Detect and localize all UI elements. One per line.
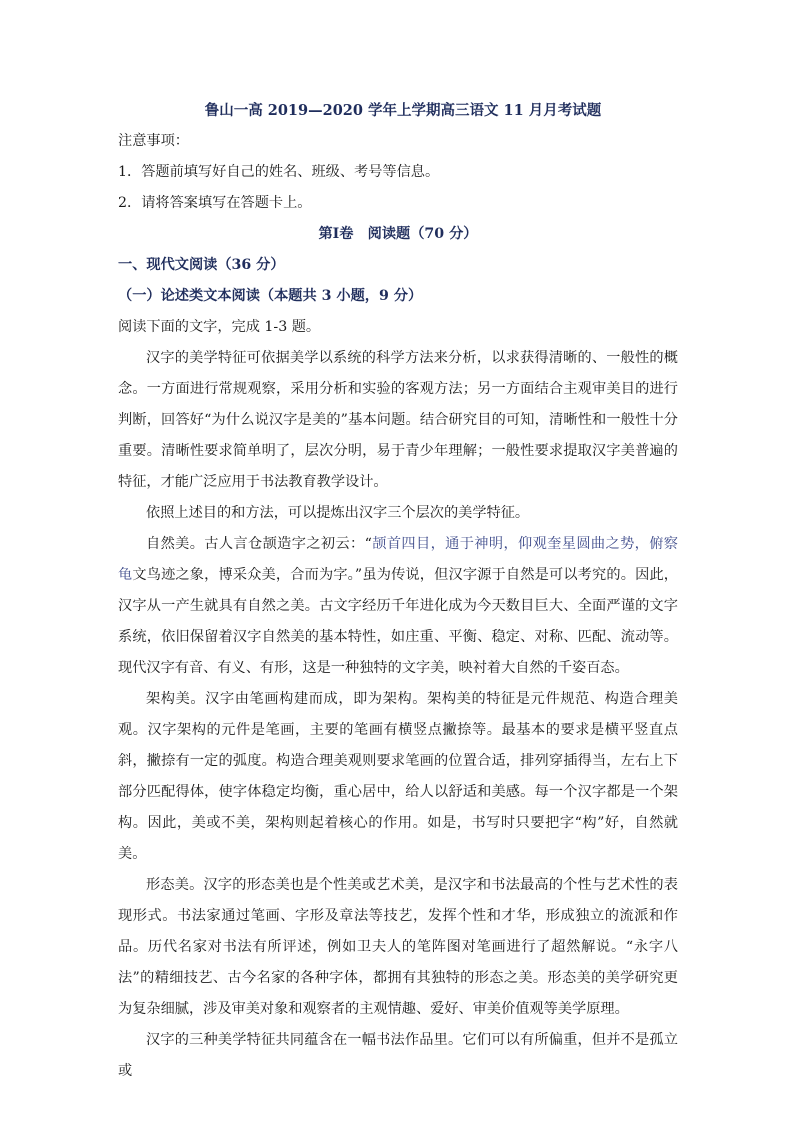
subsection-title: （一）论述类文本阅读（本题共 3 小题，9 分） [118,288,423,304]
paragraph-5: 形态美。汉字的形态美也是个性美或艺术美，是汉字和书法最高的个性与艺术性的表现形式。书法家通过笔画、字形及章法等技艺，发挥个性和才华，形成独立的流派和作品。历代名家对书法有所评述，例如卫夫人的笔阵图对笔画进行了超然解说。“永字八法”的精细技艺、古今名家的各种字体，都拥有其独特的形态之美。形态美的美学研究更为复杂细腻，涉及审美对象和观察者的主观情趣、爱好、审美价值观等美学原理。 [118,877,678,1017]
paragraph-3-lead: 自然美。古人言仓颉造字之初云：“ [146,536,372,552]
exam-page [118,96,678,1087]
notice-item-2: 2．请将答案填写在答题卡上。 [118,195,312,211]
section-title: 一、现代文阅读（36 分） [118,257,285,273]
notice-item-1: 1．答题前填写好自己的姓名、班级、考号等信息。 [118,164,440,180]
paragraph-4: 架构美。汉字由笔画构建而成，即为架构。架构美的特征是元件规范、构造合理美观。汉字架构的元件是笔画，主要的笔画有横竖点撇捺等。最基本的要求是横平竖直点斜，撇捺有一定的弧度。构造合理美观则要求笔画的位置合适，排列穿插得当，左右上下部分匹配得体，使字体稳定均衡，重心居中，给人以舒适和美感。每一个汉字都是一个架构。因此，美或不美，架构则起着核心的作用。如是，书写时只要把字“构”好，自然就美。 [118,691,678,862]
paragraph-3-rest: 文鸟迹之象，博采众美，合而为字。”虽为传说，但汉字源于自然是可以考究的。因此，汉字从一产生就具有自然之美。古文字经历千年进化成为今天数目巨大、全面严谨的文字系统，依旧保留着汉字自然美的基本特性，如庄重、平衡、稳定、对称、匹配、流动等。现代汉字有音、有义、有形，这是一种独特的文字美，映衬着大自然的千姿百态。 [118,567,678,676]
part-title: 第Ⅰ卷 阅读题（70 分） [318,226,478,242]
paragraph-1: 汉字的美学特征可依据美学以系统的科学方法来分析，以求获得清晰的、一般性的概念。一方面进行常规观察，采用分析和实验的客观方法；另一方面结合主观审美目的进行判断，回答好“为什么说汉字是美的”基本问题。结合研究目的可知，清晰性和一般性十分重要。清晰性要求简单明了，层次分明，易于青少年理解；一般性要求提取汉字美普遍的特征，才能广泛应用于书法教育教学设计。 [118,350,678,490]
paragraph-3-quote: 颉首四目，通于神明，仰观奎星圆曲之势，俯察龟 [118,536,678,583]
paragraph-6: 汉字的三种美学特征共同蕴含在一幅书法作品里。它们可以有所偏重，但并不是孤立或 [118,1032,678,1079]
exam-title: 鲁山一高 2019—2020 学年上学期高三语文 11 月月考试题 [204,102,602,119]
paragraph-3 [118,529,678,684]
notice-heading: 注意事项： [118,133,189,149]
paragraph-2: 依照上述目的和方法，可以提炼出汉字三个层次的美学特征。 [146,505,530,521]
reading-instruction: 阅读下面的文字，完成 1-3 题。 [118,319,321,335]
